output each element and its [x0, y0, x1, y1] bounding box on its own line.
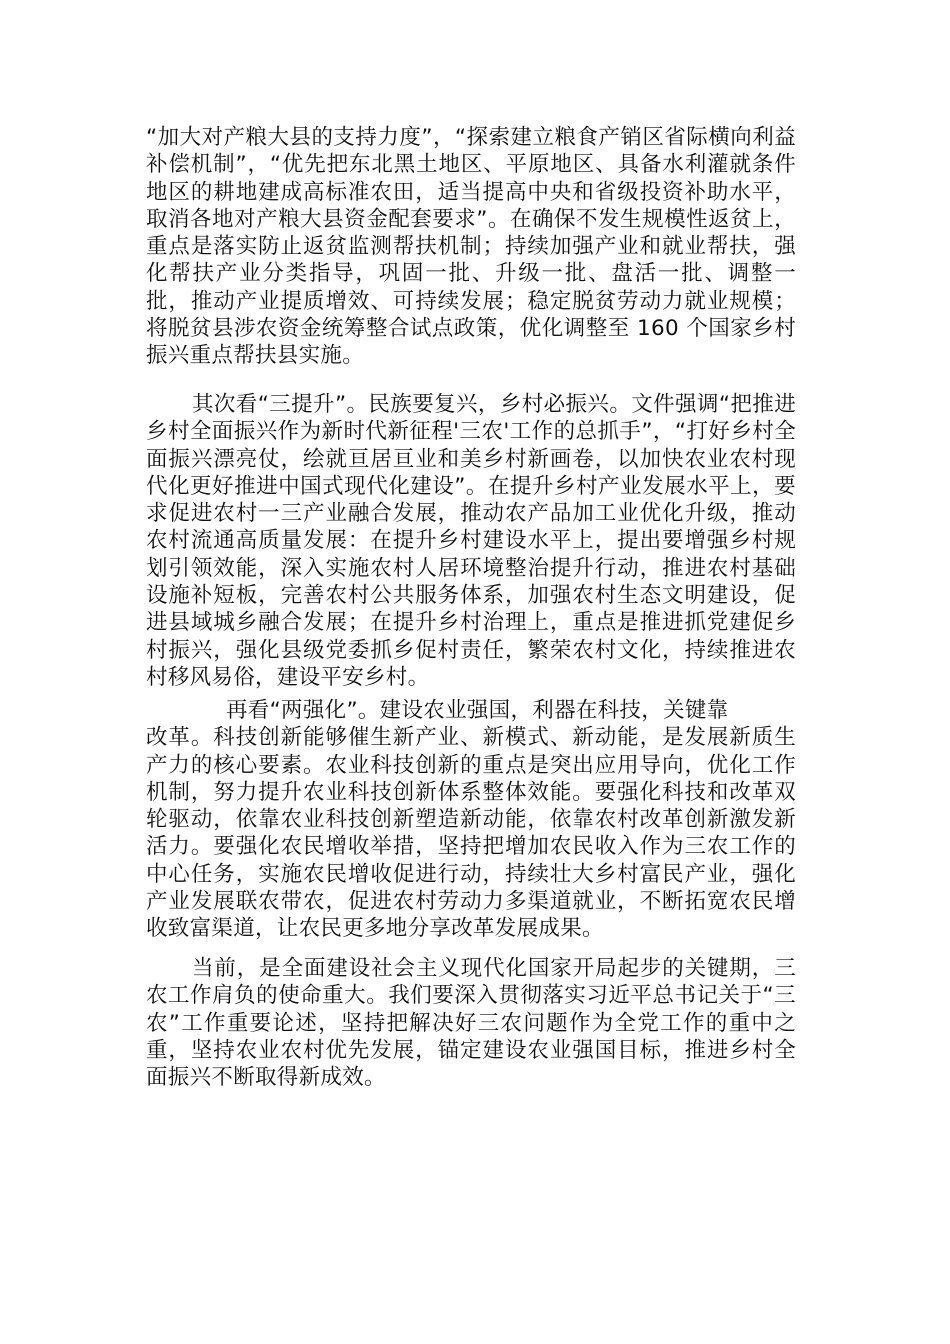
paragraph-three-improvements: 其次看“三提升”。民族要复兴，乡村必振兴。文件强调“把推进乡村全面振兴作为新时代新征程'三农'工作的总抓手”，“打好乡村全面振兴漂亮仗，绘就亘居亘业和美乡村新画卷，以加快农业农村现代化更好推进中国式现代化建设”。在提升乡村产业发展水平上，要求促进农村一三产业融合发展，推动农产品加工业优化升级，推动农村流通高质量发展：在提升乡村建设水平上，提出要增强乡村规划引领效能，深入实施农村人居环境整治提升行动，推进农村基础设施补短板，完善农村公共服务体系，加强农村生态文明建设，促进县域城乡融合发展；在提升乡村治理上，重点是推进抓党建促乡村振兴，强化县级党委抓乡促村责任，繁荣农村文化，持续推进农村移风易俗，建设平安乡村。	[146, 392, 796, 690]
paragraph-conclusion: 当前，是全面建设社会主义现代化国家开局起步的关键期，三农工作肩负的使命重大。我们要深入贯彻落实习近平总书记关于“三农”工作重要论述，坚持把解决好三农问题作为全党工作的重中之重，坚持农业农村优先发展，锚定建设农业强国目标，推进乡村全面振兴不断取得新成效。	[146, 956, 796, 1091]
paragraph-lead-line: 再看“两强化”。建设农业强国，利器在科技，关键靠	[226, 698, 729, 723]
paragraph-grain-support: “加大对产粮大县的支持力度”，“探索建立粮食产销区省际横向利益补偿机制”，“优先把东北黑土地区、平原地区、具备水利灌就条件地区的耕地建成高标准农田，适当提高中央和省级投资补助水平，取消各地对产粮大县资金配套要求”。在确保不发生规模性返贫上，重点是落实防止返贫监测帮扶机制；持续加强产业和就业帮扶，强化帮扶产业分类指导，巩固一批、升级一批、盘活一批、调整一批，推动产业提质增效、可持续发展；稳定脱贫劳动力就业规模；将脱贫县涉农资金统筹整合试点政策，优化调整至 160 个国家乡村振兴重点帮扶县实施。	[146, 125, 796, 369]
paragraph-body-text: 改革。科技创新能够催生新产业、新模式、新动能，是发展新质生产力的核心要素。农业科技创新的重点是突出应用导向，优化工作机制，努力提升农业科技创新体系整体效能。要强化科技和改革双轮驱动，依靠农业科技创新塑造新动能，依靠农村改革创新激发新活力。要强化农民增收举措，坚持把增加农民收入作为三农工作的中心任务，实施农民增收促进行动，持续壮大乡村富民产业，强化产业发展联农带农，促进农村劳动力多渠道就业，不断拓宽农民增收致富渠道，让农民更多地分享改革发展成果。	[146, 725, 796, 942]
paragraph-two-strengthenings	[146, 697, 796, 943]
